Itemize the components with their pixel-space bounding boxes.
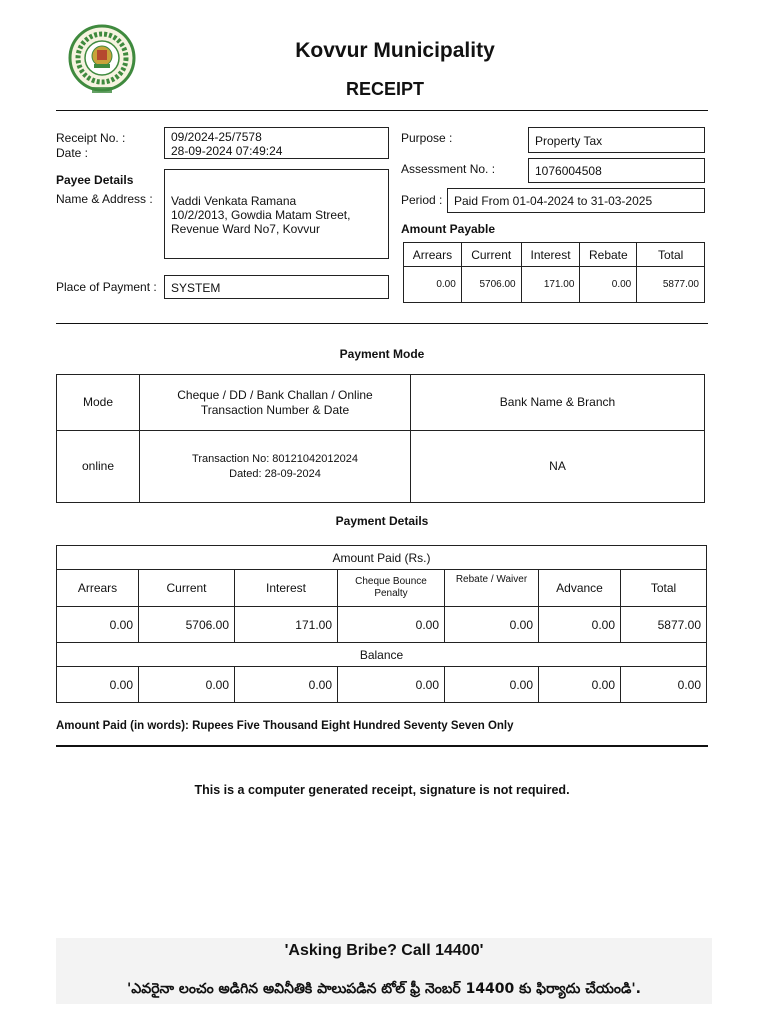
mode-column-header: Mode <box>57 375 140 431</box>
amount-payable-header-cell: Rebate <box>580 243 637 267</box>
receipt-no-date-box <box>164 127 389 159</box>
address-line-1: 10/2/2013, Gowdia Matam Street, <box>171 208 351 222</box>
mode-value: online <box>57 431 140 503</box>
amount-paid-cell: 5706.00 <box>139 607 235 643</box>
amount-paid-heading: Amount Paid (Rs.) <box>57 546 707 570</box>
balance-cell: 0.00 <box>235 667 338 703</box>
payment-mode-heading: Payment Mode <box>339 347 425 361</box>
payment-details-header-cell: Rebate / Waiver <box>445 570 539 607</box>
table-row <box>57 643 707 667</box>
amount-payable-header-cell: Arrears <box>404 243 462 267</box>
computer-generated-note: This is a computer generated receipt, signature is not required. <box>194 783 570 797</box>
date-label: Date : <box>56 146 89 160</box>
table-row <box>57 431 705 503</box>
name-address-label: Name & Address : <box>56 192 153 206</box>
bank-value: NA <box>411 431 705 503</box>
payment-mode-table <box>56 374 705 503</box>
table-row <box>57 570 707 607</box>
amount-payable-heading: Amount Payable <box>401 222 496 236</box>
purpose-label: Purpose : <box>401 131 453 145</box>
balance-cell: 0.00 <box>139 667 235 703</box>
payee-name: Vaddi Venkata Ramana <box>171 194 297 208</box>
period-value: Paid From 01-04-2024 to 31-03-2025 <box>454 194 653 208</box>
date-value: 28-09-2024 07:49:24 <box>171 144 283 158</box>
table-row <box>404 243 705 267</box>
amount-paid-cell: 171.00 <box>235 607 338 643</box>
balance-heading: Balance <box>57 643 707 667</box>
amount-payable-value-cell: 5706.00 <box>461 267 521 303</box>
amount-paid-cell: 0.00 <box>539 607 621 643</box>
payment-details-header-cell: Advance <box>539 570 621 607</box>
balance-cell: 0.00 <box>445 667 539 703</box>
bribe-helpline-line: 'Asking Bribe? Call 14400' <box>284 942 484 959</box>
amount-in-words: Amount Paid (in words): Rupees Five Thousand Eight Hundred Seventy Seven Only <box>56 720 514 732</box>
balance-cell: 0.00 <box>338 667 445 703</box>
payment-details-table <box>56 545 707 703</box>
receipt-no-label: Receipt No. : <box>56 131 126 145</box>
place-of-payment-label: Place of Payment : <box>56 280 157 294</box>
transaction-number: Transaction No: 80121042012024 <box>192 452 358 465</box>
balance-cell: 0.00 <box>539 667 621 703</box>
amount-paid-cell: 0.00 <box>445 607 539 643</box>
period-box <box>447 188 705 213</box>
table-row <box>57 607 707 643</box>
assessment-no-value: 1076004508 <box>535 164 602 178</box>
amount-payable-header-cell: Interest <box>521 243 580 267</box>
amount-payable-value-cell: 0.00 <box>404 267 462 303</box>
transaction-value <box>140 431 411 503</box>
table-row <box>404 267 705 303</box>
amount-payable-value-cell: 0.00 <box>580 267 637 303</box>
amount-payable-table <box>403 242 705 303</box>
section-divider <box>56 323 708 324</box>
transaction-header-line-2: Transaction Number & Date <box>200 402 350 417</box>
bank-column-header: Bank Name & Branch <box>411 375 705 431</box>
telugu-helpline-line: 'ఎవరైనా లంచం అడిగిన అవినీతికి పాలుపడిన టోల్ ఫ్రీ నెంబర్ 14400 కు ఫిర్యాదు చేయండి'. <box>127 981 641 997</box>
assessment-no-label: Assessment No. : <box>401 162 496 176</box>
payee-details-heading: Payee Details <box>56 173 134 187</box>
table-row <box>57 546 707 570</box>
amount-paid-cell: 5877.00 <box>621 607 707 643</box>
cheque-bounce-header-cell <box>338 570 445 607</box>
amount-paid-cell: 0.00 <box>338 607 445 643</box>
page-title: Kovvur Municipality <box>295 39 495 62</box>
amount-payable-header-cell: Current <box>461 243 521 267</box>
assessment-no-box <box>528 158 705 183</box>
header-divider <box>56 110 708 111</box>
place-of-payment-value: SYSTEM <box>171 281 221 295</box>
amount-paid-cell: 0.00 <box>57 607 139 643</box>
transaction-date: Dated: 28-09-2024 <box>229 467 321 480</box>
payment-details-header-cell: Current <box>139 570 235 607</box>
receipt-heading: RECEIPT <box>345 79 424 99</box>
purpose-box <box>528 127 705 153</box>
cheque-bounce-header-line-2: Penalty <box>374 588 408 599</box>
amount-payable-value-cell: 5877.00 <box>637 267 705 303</box>
transaction-column-header <box>140 375 411 431</box>
address-line-2: Revenue Ward No7, Kovvur <box>171 222 320 236</box>
table-row <box>57 375 705 431</box>
balance-cell: 0.00 <box>57 667 139 703</box>
payment-details-header-cell: Total <box>621 570 707 607</box>
government-emblem-icon <box>68 24 136 96</box>
purpose-value: Property Tax <box>535 134 603 148</box>
amount-payable-header-cell: Total <box>637 243 705 267</box>
payment-details-heading: Payment Details <box>335 514 429 528</box>
payment-details-header-cell: Arrears <box>57 570 139 607</box>
period-label: Period : <box>401 193 443 207</box>
footer-divider <box>56 745 708 747</box>
table-row <box>57 667 707 703</box>
payment-details-header-cell: Interest <box>235 570 338 607</box>
balance-cell: 0.00 <box>621 667 707 703</box>
cheque-bounce-header-line-1: Cheque Bounce <box>355 576 427 587</box>
name-address-box <box>164 169 389 259</box>
receipt-no-value: 09/2024-25/7578 <box>171 130 262 144</box>
transaction-header-line-1: Cheque / DD / Bank Challan / Online <box>177 387 373 402</box>
amount-payable-value-cell: 171.00 <box>521 267 580 303</box>
place-of-payment-box <box>164 275 389 299</box>
